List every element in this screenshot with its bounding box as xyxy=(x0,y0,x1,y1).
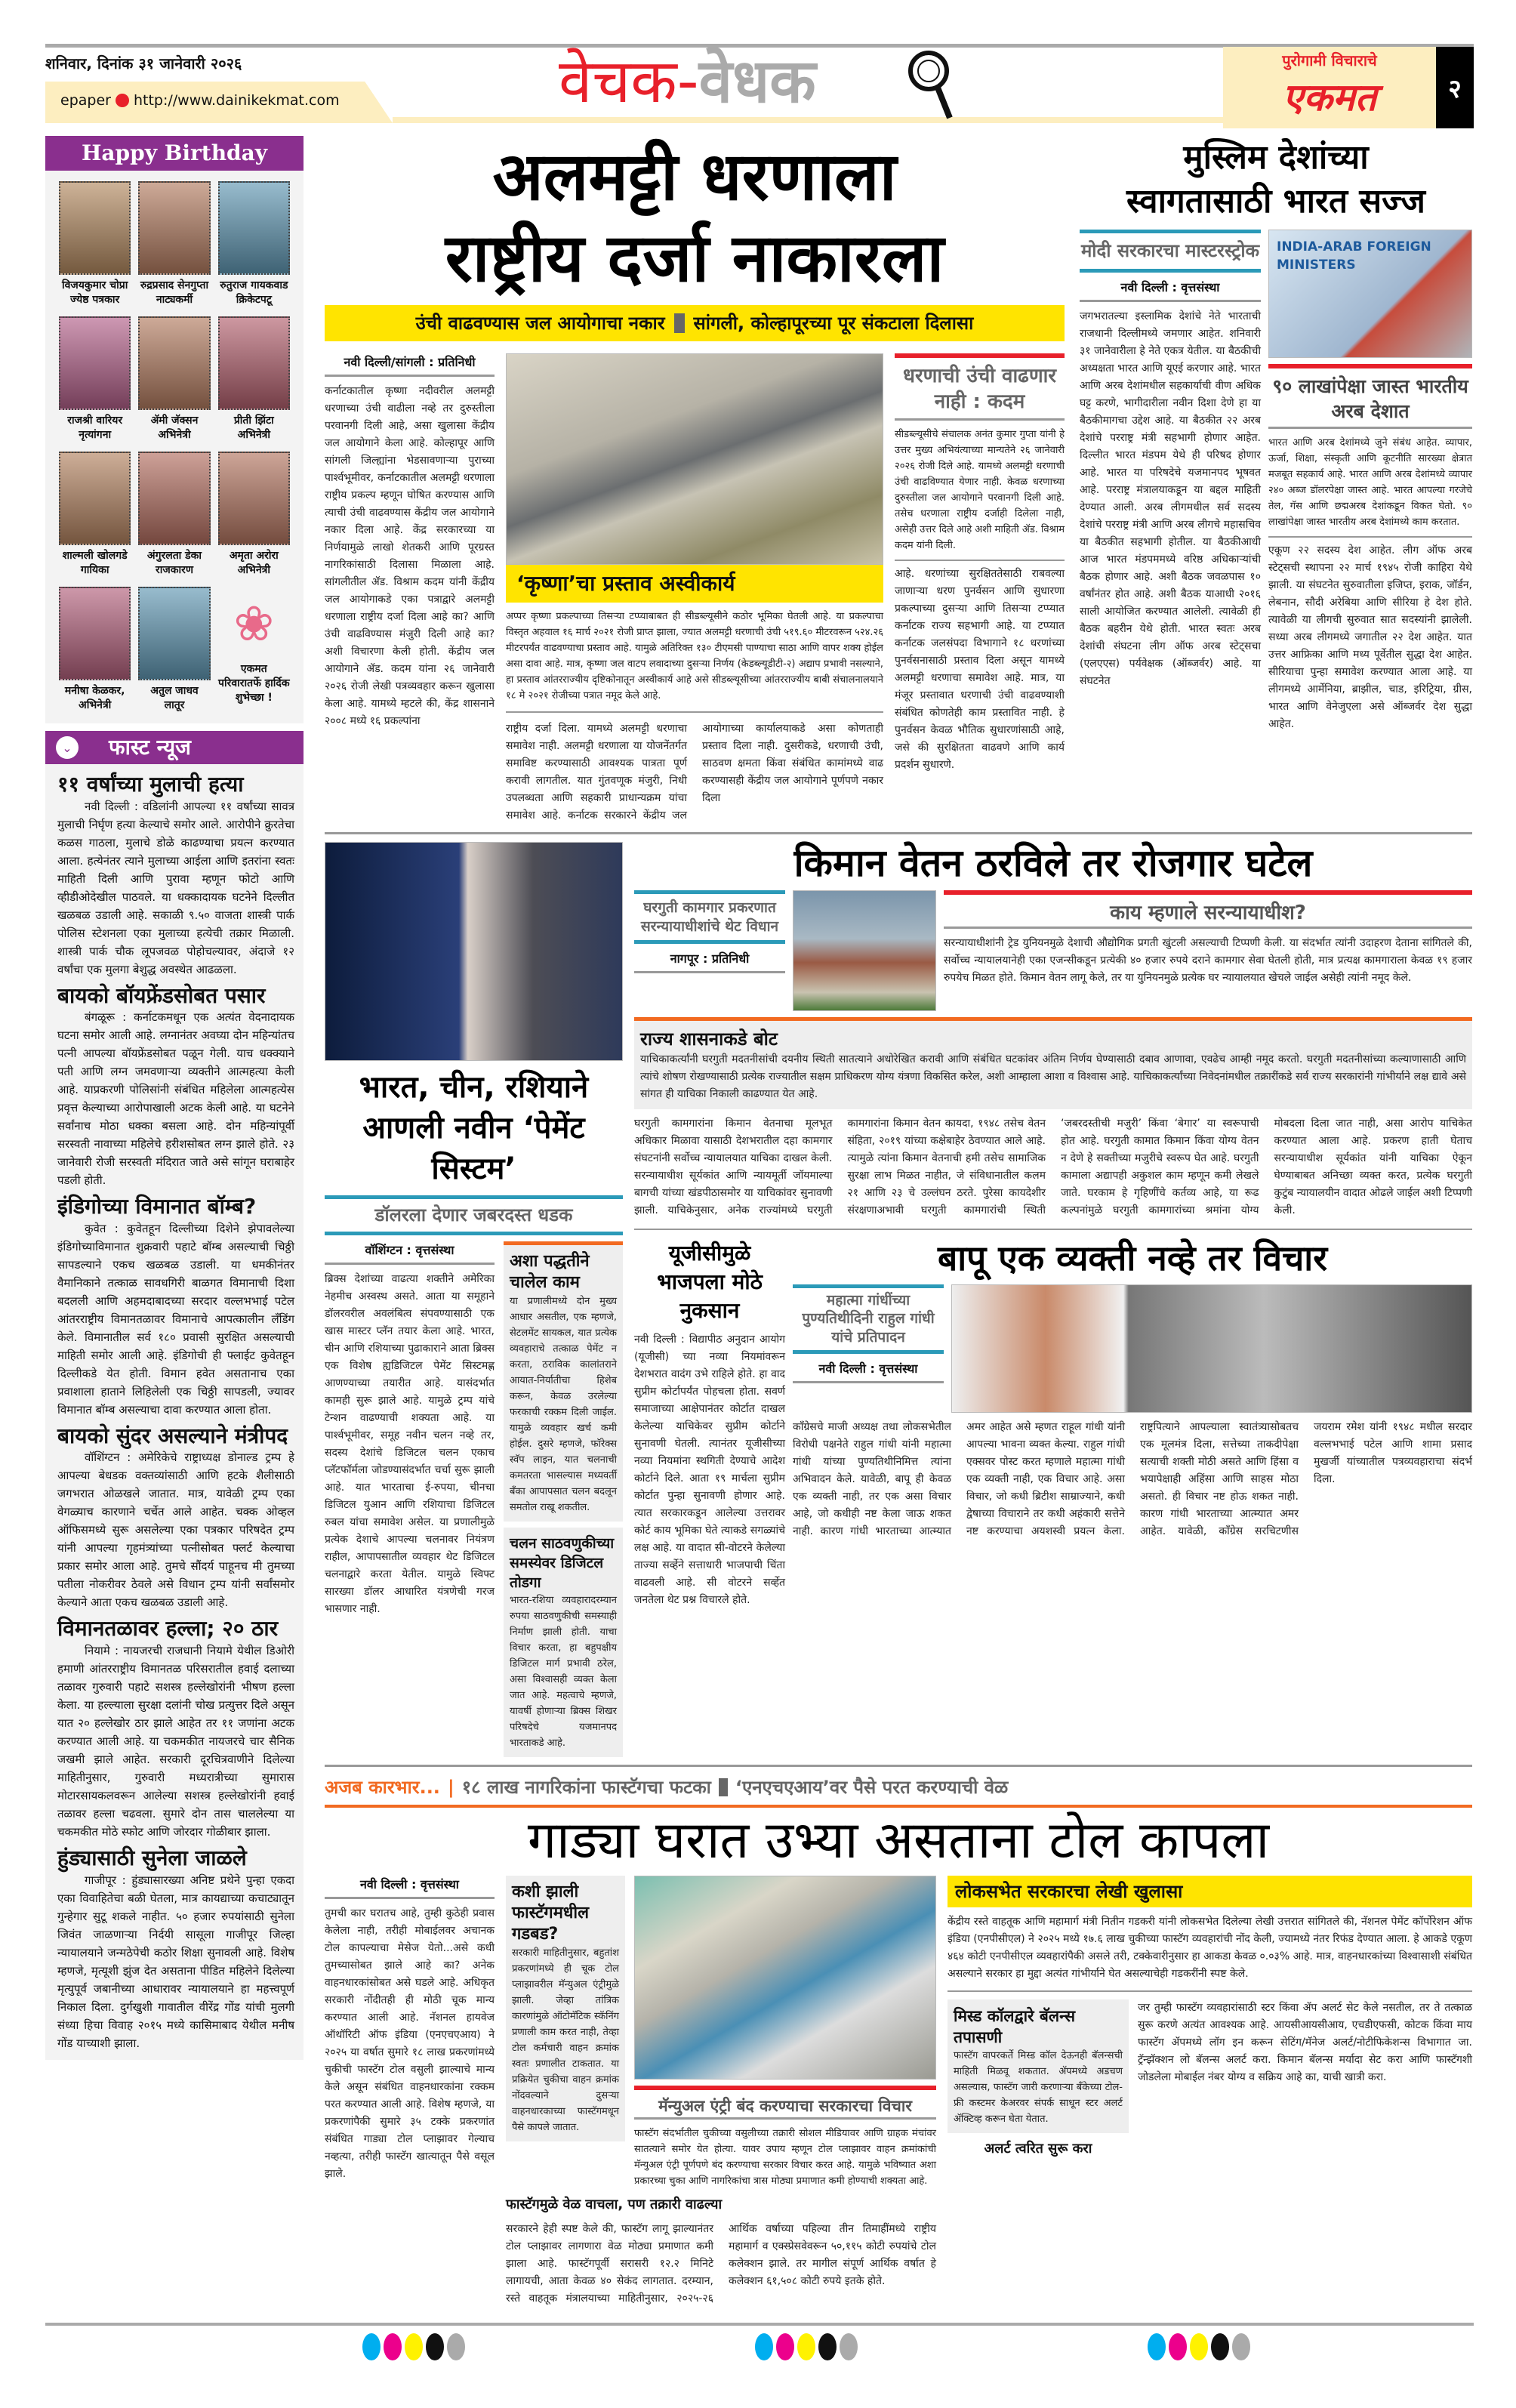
red-bar xyxy=(634,2086,936,2090)
person-role: अभिनेत्री xyxy=(158,429,191,441)
bapu-story xyxy=(793,1239,1472,1540)
person-name: अंगुरलता डेका xyxy=(146,550,202,562)
strap-label: अजब कारभार... xyxy=(325,1777,440,1799)
arab-col2 xyxy=(1268,230,1472,733)
cj-box xyxy=(944,890,1472,987)
time-saved-text: सरकारने हेही स्पष्ट केले की, फास्टॅग लागू झाल्यानंतर टोल प्लाझावर लागणारा वेळ मोठ्या प्रमाणात कमी झाला आहे. फास्टॅगपूर्वी सरासरी १२.२ मिनिटे लागायची, आता केवळ ४० सेकंद लागतात. दरम्यान, रस्ते वाहतूक मंत्रालयाच्या माहितीनुसार, २०२५-२६ आर्थिक वर्षाच्या पहिल्या तीन तिमाहींमध्ये राष्ट्रीय महामार्ग व एक्स्प्रेसवेवरून ५०,११५ कोटी रुपयांचे टोल कलेक्शन झाले. तर मागील संपूर्ण आर्थिक वर्षात हे कलेक्शन ६१,५०८ कोटी रुपये इतके होते. xyxy=(506,2222,936,2305)
almatti-col3 xyxy=(895,353,1065,774)
fastag-box xyxy=(506,1876,625,2141)
wish-text: एकमत परिवारातर्फे हार्दिक शुभेच्छा ! xyxy=(218,663,290,704)
birthday-person xyxy=(59,316,131,442)
toll-body: तुमची कार घरातच आहे, तुम्ही कुठेही प्रवास केलेला नाही, तरीही मोबाईलवर अचानक टोल कापल्याचा मेसेज येतो...असे कधी तुमच्यासोबत झाले आहे का? अनेक वाहनधारकांसोबत असे घडले आहे. अधिकृत सरकारी नोंदीतही ही मोठी चूक मान्य करण्यात आली आहे. नॅशनल हायवेज ऑथॉरिटी ऑफ इंडिया (एनएचएआय) ने २०२५ या वर्षात सुमारे १८ लाख प्रकरणांमध्ये चुकीची फास्टॅग टोल वसुली झाल्याचे मान्य केले असून संबंधित वाहनधारकांना रक्कम परत करण्यात आली आहे. विशेष म्हणजे, या प्रकरणांपैकी सुमारे ३५ टक्के प्रकरणांत संबंधित गाड्या टोल प्लाझावर गेल्याच नव्हत्या, तरीही फास्टॅग खात्यातून पैसे वसूल झाले. xyxy=(325,1907,495,2181)
lead-body-continued: राष्ट्रीय दर्जा दिला. यामध्ये अलमट्टी धरणाचा समावेश नाही. अलमट्टी धरणाला या योजनेंतर्गत समाविष्ट करण्यासाठी आवश्यक पात्रता पूर्ण करावी लागतील. यात गुंतवणूक मंजुरी, निधी उपलब्धता आणि सहकारी प्राधान्यक्रम यांचा समावेश आहे. कर्नाटक सरकारने केंद्रीय जल आयोगाच्या कार्यालयाकडे असा कोणताही प्रस्ताव दिला नाही. दुसरीकडे, धरणाची उंची, साठवण क्षमता किंवा संबंधित कामांमध्ये वाढ करण्यासही केंद्रीय जल आयोगाने पूर्णपणे नकार दिला xyxy=(506,723,883,822)
ugc-story xyxy=(634,1239,785,1609)
fast-news-headline: इंडिगोच्या विमानात बॉम्ब? xyxy=(57,1194,257,1219)
birthday-person xyxy=(59,452,131,578)
divider xyxy=(506,711,883,713)
payment-headline: भारत, चीन, रशियाने आणली नवीन ‘पेमेंट सिस्टम’ xyxy=(359,1070,589,1186)
arab-body: जगभरातल्या इस्लामिक देशांचे नेते भारताची राजधानी दिल्लीमध्ये जमणार आहेत. शनिवारी ३१ जानेवारीला हे नेते एकत्र येतील. या बैठकीची अध्यक्षता भारत आणि यूएई करणार आहे. भारत आणि अरब देशांमधील सहकार्याची वीण अधिक घट्ट करणे, भागीदारीला नवीन दिशा देणे हा या बैठकीमागचा उद्देश आहे. या बैठकीत २२ अरब देशांचे परराष्ट्र मंत्री सहभागी होणार आहेत. दिल्लीत भारत मंडपम येथे ही परिषद होणार आहे. भारत या परिषदेचे यजमानपद भूषवत आहे. परराष्ट्र मंत्रालयाकडून या बद्दल माहिती देण्यात आली. अरब लीगमधील सर्व सदस्य देशांचे परराष्ट्र मंत्री आणि अरब लीगचे महासचिव या बैठकीत सहभागी होतील. या बैठकीआधी आज भारत मंडपममध्ये वरिष्ठ अधिकाऱ्यांची बैठक होणार आहे. अशी बैठक जवळपास १० वर्षांनंतर होत आहे. अशी बैठक याआधी २०१६ साली आयोजित करण्यात आलेली. त्यावेळी ही बैठक बहरीन येथे होती. भारत स्वतः अरब देशांची संघटना लीग ऑफ अरब स्टेट्सचा (एलएएस) पर्यवेक्षक (ऑब्जर्वर) आहे. या संघटनेत xyxy=(1080,310,1261,688)
state-box xyxy=(634,1017,1472,1109)
color-bar xyxy=(362,2333,468,2363)
kadam-box-title: धरणाची उंची वाढणार नाही : कदम xyxy=(895,364,1065,421)
person-name: शाल्मली खोलगडे xyxy=(62,550,128,562)
fast-news-headline: ११ वर्षांच्या मुलाची हत्या xyxy=(57,772,244,797)
birthday-grid xyxy=(45,171,304,723)
birthday-person xyxy=(59,587,131,713)
strap-separator: | xyxy=(447,1777,454,1799)
payment-box1-text: या प्रणालीमध्ये दोन मुख्य आधार असतील, एक म्हणजे, सेटलमेंट सायकल, यात प्रत्येक व्यवहाराचे तत्काळ पेमेंट न करता, ठराविक कालांतराने आयात-निर्यातीचा हिशेब करून, केवळ उरलेल्या फरकाची रक्कम दिली जाईल. यामुळे व्यवहार खर्च कमी होईल. दुसरे म्हणजे, फॉरेक्स स्वॅप लाइन, यात चलनाची कमतरता भासल्यास मध्यवर्ती बँका आपापसात चलन बदलून समतोल राखू शकतील. xyxy=(510,1296,617,1514)
almatti-story xyxy=(325,136,1065,825)
lead-headline-line2: राष्ट्रीय दर्जा नाकारला xyxy=(445,219,944,297)
registration-dot xyxy=(776,2333,794,2360)
arab-dateline: नवी दिल्ली : वृत्तसंस्था xyxy=(1080,279,1261,302)
person-role: ज्येष्ठ पत्रकार xyxy=(70,294,120,306)
person-role: नृत्यांगना xyxy=(79,429,112,441)
cj-box-title: काय म्हणाले सरन्यायाधीश? xyxy=(944,901,1472,929)
almatti-col2 xyxy=(506,353,883,825)
red-bar xyxy=(1268,364,1472,368)
section-divider xyxy=(325,1765,1472,1767)
manual-entry-text: फास्टॅग संदर्भातील चुकीच्या वसुलीच्या तक्रारी सोशल मीडियावर आणि ग्राहक मंचांवर सातत्याने समोर येत होत्या. यावर उपाय म्हणून टोल प्लाझावर वाहन क्रमांकांची मॅन्युअल एंट्री पूर्णपणे बंद करण्याचा सरकार विचार करत आहे. यामुळे भविष्यात अशा प्रकारच्या चुका आणि नागरिकांचा त्रास मोठ्या प्रमाणात कमी होण्याची शक्यता आहे. xyxy=(634,2127,936,2187)
bapu-body: काँग्रेसचे माजी अध्यक्ष तथा लोकसभेतील विरोधी पक्षनेते राहुल गांधी यांनी महात्मा गांधी यांच्या पुण्यतिथीनिमित्त त्यांना अभिवादन केले. यावेळी, बापू ही केवळ एक व्यक्ती नाही, तर एक असा विचार आहे, जो कधीही नष्ट केला जाऊ शकत नाही. कारण गांधी भारताच्या आत्म्यात अमर आहेत असे म्हणत राहूल गांधी यांनी आपल्या भावना व्यक्त केल्या. राहुल गांधी एक्सवर पोस्ट करत म्हणाले महात्मा गांधी एक व्यक्ती नाही, एक विचार आहे. असा विचार, जो कधी ब्रिटीश साम्राज्याने, कधी द्वेषाच्या विचाराने तर कधी अहंकारी सत्तेने नष्ट करण्याचा अयशस्वी प्रयत्न केला. राष्ट्रपित्याने आपल्याला स्वातंत्र्यासोबतच एक मूलमंत्र दिला, सत्तेच्या ताकदीपेक्षा सत्याची शक्ती मोठी असते आणि हिंसा व भयापेक्षाही अहिंसा आणि साहस मोठा असतो. ही विचार नष्ट होऊ शकत नाही. कारण गांधी भारताच्या आत्म्यात अमर आहेत. यावेळी, काँग्रेस सरचिटणीस जयराम रमेश यांनी १९४८ मधील सरदार वल्लभभाई पटेल आणि शामा प्रसाद मुखर्जी यांच्यातील पत्रव्यवहाराचा संदर्भ दिला. xyxy=(793,1420,1472,1537)
person-photo xyxy=(59,316,131,410)
indians-body: एकूण २२ सदस्य देश आहेत. लीग ऑफ अरब स्टेट्सची स्थापना २२ मार्च १९४५ रोजी काहिरा येथे झाली. या संघटनेत सुरुवातीला इजिप्त, इराक, जॉर्डन, लेबनान, सौदी अरेबिया आणि सीरिया हे देश होते. त्यावेळी या लीगची सुरुवात सात सदस्यांनी झालेली. सध्या अरब लीगमध्ये जगातील २२ देश आहेत. यात उत्तर आफ्रिका आणि मध्य पूर्वेतील सुद्धा देश आहेत. सीरियाचा पुन्हा समावेश करण्यात आला आहे. या लीगमध्ये आर्मेनिया, ब्राझील, चाड, इरिट्रिया, ग्रीस, भारत आणि वेनेजुएला असे ऑब्जर्वर देश सुद्धा आहेत. xyxy=(1268,536,1472,733)
epaper-url[interactable]: http://www.dainikekmat.com xyxy=(133,92,340,109)
cj-box-text: सरन्यायाधीशांनी ट्रेड युनियनमुळे देशाची औद्योगिक प्रगती खुंटली असल्याची टिप्पणी केली. या संदर्भात त्यांनी उदाहरण देताना सांगितले की, सर्वोच्च न्यायालयानेही एका एजन्सीकडून प्रत्येकी ४० हजार रुपये दराने कामगार सेवा घेतली होती, मात्र प्रत्यक्ष कामगाराला केवळ १९ हजार रुपयेच मिळत होते. किमान वेतन लागू केले, तर या युनियनमुळे प्रत्येक घर न्यायालयात खेचले जाईल असेही त्यांनी नमूद केले. xyxy=(944,936,1472,984)
missed-call-text: फास्टॅग वापरकर्ते मिस्ड कॉल देऊनही बॅलन्सची माहिती मिळवू शकतात. ॲपमध्ये अडचण असल्यास, फास्टॅग जारी करणाऱ्या बँकेच्या टोल-फ्री कस्टमर केअरवर संपर्क साधून स्टर अलर्ट ॲक्टिव्ह करून घेता येतात. xyxy=(954,2050,1123,2126)
alert-text: जर तुम्ही फास्टॅग व्यवहारांसाठी स्टर किंवा ॲप अलर्ट सेट केले नसतील, तर ते तत्काळ सुरू करणे अत्यंत आवश्यक आहे. आयसीआयसीआय, एचडीएफसी, कोटक किंवा माय फास्टॅग ॲपमध्ये लॉग इन करून सेटिंग/मॅनेज अलर्ट/नोटीफिकेशन्स विभागात जा. ट्रॅन्झॅक्शन लो बॅलन्स अलर्ट करा. किमान बॅलन्स मर्यादा सेट करा आणि फास्टॅगशी जोडलेला मोबाईल नंबर योग्य व सक्रिय आहे का, याची खात्री करा. xyxy=(1138,2002,1472,2084)
fast-news-header xyxy=(45,731,304,764)
birthday-person xyxy=(59,181,131,307)
arab-col1 xyxy=(1080,230,1261,690)
page-footer xyxy=(45,2323,1474,2368)
person-photo xyxy=(218,452,290,545)
fast-news-item xyxy=(57,1423,294,1612)
photo-banner-text: INDIA-ARAB FOREIGN MINISTERS xyxy=(1277,239,1431,273)
indians-box-text: भारत आणि अरब देशांमध्ये जुने संबंध आहेत. व्यापार, ऊर्जा, शिक्षा, संस्कृती आणि कूटनीति सारख्या क्षेत्रात मजबूत सहकार्य आहे. भारत आणि अरब देशांमध्ये व्यापार २४० अब्ज डॉलरपेक्षा जास्त आहे. भारत आपल्या गरजेचे तेल, गॅस आणि छद्मअरब देशांकडून विकत घेतो. ९० लाखांपेक्षा जास्त भारतीय अरब देशांमध्ये काम करतात. xyxy=(1268,437,1472,528)
toll-middle xyxy=(506,1876,936,2307)
arab-headline-line1: मुस्लिम देशांच्या xyxy=(1183,138,1369,177)
almatti-col1 xyxy=(325,353,495,730)
person-name: ॲमी जॅक्सन xyxy=(150,415,199,427)
registration-dot xyxy=(1190,2333,1208,2360)
person-name: विजयकुमार चोप्रा xyxy=(61,279,128,291)
toll-col4 xyxy=(948,1876,1472,2159)
person-role: अभिनेत्री xyxy=(237,564,270,576)
state-box-text: याचिकाकर्त्यांनी घरगुती मदतनीसांची दयनीय स्थिती सातत्याने अधोरेखित करावी आणि संबंधित घटकांवर अंतिम निर्णय घेण्यासाठी दबाव आणावा, एवढेच आम्ही नमूद करतो. घरगुती मदतनीसांच्या कल्याणासाठी आणि त्यांचे शोषण रोखण्यासाठी प्रत्येक राज्यातील सक्षम प्राधिकरण योग्य यंत्रणा विकसित करेल, अशी आम्हाला आशा व विश्वास आहे. याचिकाकर्त्यांच्या निवेदनांमधील तक्रारींकडे सर्व राज्य सरकारांनी गांभीर्याने लक्ष द्यावे असे सांगत ही याचिका निकाली काढण्यात येत आहे. xyxy=(640,1053,1466,1100)
top-section xyxy=(325,136,1472,825)
fast-news-text: कुवेत : कुवेतहून दिल्लीच्या दिशेने झेपावलेल्या इंडिगोच्याविमानात शुक्रवारी पहाटे बॉम्ब असल्याची चिठ्ठी सापडल्याने एकच खळबळ उडाली. या धमकीनंतर वैमानिकाने तत्काळ सावधगिरी बाळगत विमानाची दिशा बदलली आणि अहमदाबादच्या सरदार वल्लभभाई पटेल आंतरराष्ट्रीय विमानतळावर विमानाचे आपत्कालीन लॅंडिंग केले. विमानातील सर्व १८० प्रवासी सुरक्षित असल्याची माहिती समोर आली आहे. इंडिगोची ही फ्लाईट कुवेतहून दिल्लीकडे येत होती. विमान हवेत असतानाच एका प्रवाशाला हाताने लिहिलेली एक चिठ्ठी सापडली, ज्यावर विमानात बॉम्ब असल्याचा दावा करण्यात आला होता. xyxy=(57,1221,294,1417)
color-bar xyxy=(1148,2333,1253,2363)
fast-news-list xyxy=(45,764,304,2052)
fast-news-headline: हुंड्यासाठी सुनेला जाळले xyxy=(57,1845,247,1870)
person-name: प्रीती झिंटा xyxy=(233,415,274,427)
birthday-person xyxy=(138,452,210,578)
krishna-box-title: ‘कृष्णा’चा प्रस्ताव अस्वीकार्य xyxy=(506,565,883,603)
ugc-bapu-row xyxy=(634,1239,1472,1609)
lok-sabha-text: केंद्रीय रस्ते वाहतूक आणि महामार्ग मंत्री नितीन गडकरी यांनी लोकसभेत दिलेल्या लेखी उत्तरात सांगितले की, नॅशनल पेमेंट कॉर्पोरेशन ऑफ इंडिया (एनपीसीएल) ने २०२५ मध्ये १७.६ लाख चुकीच्या फास्टॅग व्यवहारांची नोंद केली, ज्यामध्ये नंतर रिफंड देण्यात आला. हे आकडे एकूण ४६४ कोटी एनपीसीएल व्यवहारांपैकी असले तरी, टक्केवारीनुसार हा आकडा केवळ ०.०३% आहे. मात्र, वाहनधारकांच्या विश्वासाशी संबंधित असल्याने सरकार हा मुद्दा अत्यंत गांभीर्याने घेत असल्याचेही गडकरींनी स्पष्ट केले. xyxy=(948,1916,1472,1981)
registration-dot xyxy=(426,2333,444,2360)
divider xyxy=(634,1229,1472,1230)
fast-news-headline: विमानतळावर हल्ला; २० ठार xyxy=(57,1616,279,1642)
alert-title: अलर्ट त्वरित सुरू करा xyxy=(984,2141,1092,2157)
chevron-down-icon: ⌄ xyxy=(56,736,79,759)
fast-news-text: नियामे : नायजरची राजधानी नियामे येथील डिओरी हमाणी आंतरराष्ट्रीय विमानतळ परिसरातील हवाई दलाच्या तळावर गुरुवारी पहाटे सशस्त्र हल्लेखोरांनी भीषण हल्ला केला. या हल्ल्याला सुरक्षा दलांनी चोख प्रत्युत्तर दिले असून यात २० हल्लेखोर ठार झाले आहेत तर ११ जणांना अटक करण्यात आली आहे. या चकमकीत नायजरचे चार सैनिक जखमी झाले आहेत. सरकारी दूरचित्रवाणीने दिलेल्या माहितीनुसार, गुरुवारी मध्यरात्रीच्या सुमारास मोटारसायकलवरून आलेल्या सशस्त्र हल्लेखोरांनी हवाई तळावर हल्ला चढवला. सुमारे दोन तास चाललेल्या या चकमकीत मोठे स्फोट आणि जोरदार गोळीबार झाला. xyxy=(57,1643,294,1839)
state-box-title: राज्य शासनाकडे बोट xyxy=(640,1028,778,1050)
person-role: गायिका xyxy=(80,564,109,576)
lead-dateline: नवी दिल्ली/सांगली : प्रतिनिधी xyxy=(325,353,495,377)
lok-sabha-title: लोकसभेत सरकारचा लेखी खुलासा xyxy=(948,1876,1472,1907)
masthead-box xyxy=(1223,47,1436,128)
person-name: राजश्री वारियर xyxy=(67,415,123,427)
registration-dot xyxy=(840,2333,858,2360)
time-saved-title: फास्टॅगमुळे वेळ वाचला, पण तक्रारी वाढल्या xyxy=(506,2196,723,2212)
toll-plaza-photo xyxy=(634,1876,936,2080)
arab-headline xyxy=(1080,136,1472,224)
fast-news-title: फास्ट न्यूज xyxy=(109,735,191,760)
payment-dateline: वॉशिंग्टन : वृत्तसंस्था xyxy=(325,1241,495,1265)
strap-left: उंची वाढवण्यास जल आयोगाचा नकार xyxy=(415,313,665,334)
square-bullet-icon xyxy=(719,1778,728,1796)
indians-box-title: ९० लाखांपेक्षा जास्त भारतीय अरब देशात xyxy=(1268,375,1472,429)
epaper-icon xyxy=(116,94,129,107)
almatti-columns xyxy=(325,353,1065,825)
missed-call-box xyxy=(948,1999,1129,2133)
person-photo xyxy=(59,587,131,680)
strap-right: सांगली, कोल्हापूरच्या पूर संकटाला दिलासा xyxy=(693,313,974,334)
person-photo xyxy=(138,316,210,410)
ugc-body: नवी दिल्ली : विद्यापीठ अनुदान आयोग (यूजीसी) च्या नव्या नियमांवरून देशभरात वादंग उभे राहिले होते. हा वाद सुप्रीम कोर्टापर्यंत पोहचला होता. सवर्ण समाजाच्या आक्षेपानंतर कोर्टात दाखल केलेल्या याचिकेवर सुप्रीम कोर्टाने सुनावणी घेतली. त्यानंतर यूजीसीच्या नव्या नियमांना स्थगिती देण्याचे आदेश कोर्टाने दिले. आता १९ मार्चला सुप्रीम कोर्टात पुन्हा सुनावणी होणार आहे. त्यात सरकारकडून आलेल्या उत्तरावर कोर्ट काय भूमिका घेते त्याकडे सगळ्यांचे लक्ष आहे. या वादात सी-वोटरने केलेल्या ताज्या सर्व्हेने सत्ताधारी भाजपाची चिंता वाढवली आहे. सी वोटरने सर्व्हेत जनतेला थेट प्रश्न विचारले होते. xyxy=(634,1333,785,1606)
arab-columns xyxy=(1080,230,1472,733)
payment-box2-title: चलन साठवणुकीच्या समस्येवर डिजिटल तोडगा xyxy=(510,1535,615,1592)
missed-call-title: मिस्ड कॉलद्वारे बॅलन्स तपासणी xyxy=(954,2007,1076,2047)
fast-news-item xyxy=(57,983,294,1190)
leaders-photo xyxy=(325,842,623,1061)
toll-col4-row xyxy=(948,1999,1472,2159)
krishna-box-text: अप्पर कृष्णा प्रकल्पाच्या तिसऱ्या टप्प्याबाबत ही सीडब्ल्यूसीने कठोर भूमिका घेतली आहे. या प्रकल्पाचा विस्तृत अहवाल १६ मार्च २०२१ रोजी प्राप्त झाला, ज्यात अलमट्टी धरणाची उंची ५१९.६० मीटरवरून ५२४.२६ मीटरपर्यंत वाढवण्याचा प्रस्ताव आहे. यामुळे अतिरिक्त १३० टीएमसी पाण्याचा साठा आणि वापर शक्य होईल असा दावा आहे. मात्र, कृष्णा जल वाटप लवादाच्या दुसऱ्या निर्णय (केडब्ल्यूडीटी-२) अद्याप प्रभावी नसल्याने, हा प्रस्ताव आंतरराज्यीय दृष्टिकोनातून अस्वीकार्य आहे असे सीडब्ल्यूसीच्या आंतरराज्यीय बाबी संचालनालयाने १८ मे २०२१ रोजीच्या पत्रात नमूद केले आहे. xyxy=(506,611,883,701)
lead-headline xyxy=(325,136,1065,299)
strap-text1: १८ लाख नागरिकांना फास्टॅगचा फटका xyxy=(461,1777,711,1799)
header-cream-strip xyxy=(393,117,1223,123)
wage-top-row xyxy=(634,890,1472,1011)
bapu-headline: बापू एक व्यक्ती नव्हे तर विचार xyxy=(937,1238,1328,1278)
birthday-panel xyxy=(45,136,304,723)
arab-summit-photo xyxy=(1268,230,1472,358)
person-photo xyxy=(218,181,290,275)
person-role: अभिनेत्री xyxy=(79,699,112,711)
person-role: अभिनेत्री xyxy=(237,429,270,441)
bapu-subhead-col xyxy=(793,1284,944,1383)
color-bar xyxy=(755,2333,861,2363)
person-role: लातूर xyxy=(164,699,185,711)
toll-strap xyxy=(325,1774,1472,1800)
bapu-top-row xyxy=(793,1284,1472,1413)
red-bar xyxy=(944,890,1472,895)
arab-headline-line2: स्वागतासाठी भारत सज्ज xyxy=(1126,182,1425,220)
person-role: राजकारण xyxy=(156,564,193,576)
birthday-person xyxy=(218,452,290,578)
dam-photo xyxy=(506,353,883,565)
registration-dot xyxy=(1169,2333,1187,2360)
lead-strap xyxy=(325,305,1065,341)
arab-story xyxy=(1080,136,1472,733)
payment-box1-title: अशा पद्धतीने चालेल काम xyxy=(510,1252,590,1293)
registration-dot xyxy=(1232,2333,1250,2360)
lead-body: कर्नाटकातील कृष्णा नदीवरील अलमट्टी धरणाच्या उंची वाढीला नव्हे तर दुरुस्तीला परवानगी दिली आहे, असा खुलासा केंद्रीय जल आयोगाने केला आहे. कोल्हापूर आणि सांगली जिल्ह्यांना भेडसावणाऱ्या पुराच्या पार्श्वभूमीवर, कर्नाटकातील अलमट्टी धरणाला राष्ट्रीय प्रकल्प म्हणून घोषित करण्यास आणि त्याची उंची वाढवण्यास केंद्रीय जल आयोगाने नकार दिला आहे. केंद्र सरकारच्या या निर्णयामुळे लाखो शेतकरी आणि पूरग्रस्त नागरिकांसाठी दिलासा मिळाला आहे. सांगलीतील ॲड. विश्राम कदम यांनी केंद्रीय जल आयोगाकडे एका पत्राद्वारे अलमट्टी धरणाला राष्ट्रीय दर्जा दिला आहे का? आणि उंची वाढविण्यास मंजुरी दिली आहे का? अशी विचारणा केली होती. केंद्रीय जल आयोगाने ॲड. कदम यांना २६ जानेवारी २०२६ रोजी लेखी पत्रव्यवहार करून खुलासा केला आहे. यामध्ये म्हटले की, केंद्र शासनाने २००८ मध्ये १६ प्रकल्पांना xyxy=(325,385,495,727)
epaper-link[interactable] xyxy=(60,92,340,109)
registration-dot xyxy=(818,2333,837,2360)
wage-body: घरगुती कामगारांना किमान वेतनाचा मूलभूत अधिकार मिळावा यासाठी देशभरातील दहा कामगार संघटनांनी सर्वोच्च न्यायालयात याचिका दाखल केली. सरन्यायाधीश सूर्यकांत आणि न्यायमूर्ती जॉयमाल्या बागची यांच्या खंडपीठासमोर या याचिकांवर सुनावणी झाली. याचिकेनुसार, अनेक राज्यांमध्ये घरगुती कामगारांना किमान वेतन कायदा, १९४८ तसेच वेतन संहिता, २०१९ यांच्या कक्षेबाहेर ठेवण्यात आले आहे. त्यामुळे त्यांना किमान वेतनाची हमी तसेच सामाजिक सुरक्षा लाभ मिळत नाहीत, जे संविधानातील कलम २१ आणि २३ चे उल्लंघन ठरते. पुरेसा कायदेशीर संरक्षणाअभावी घरगुती कामगारांची स्थिती ‘जबरदस्तीची मजुरी’ किंवा ‘बेगार’ या स्वरूपाची होत आहे. घरगुती कामात किमान किंवा योग्य वेतन न देणे हे सक्तीच्या मजुरीचे स्वरूप घेत आहे. घरगुती कामाला अद्यापही अकुशल काम म्हणून कमी लेखले जाते. घरकाम हे गृहिणींचे कर्तव्य आहे, या रूढ कल्पनांमुळे घरगुती कामगारांच्या श्रमांना योग्य मोबदला दिला जात नाही, असा आरोप याचिकेत करण्यात आला आहे. प्रकरण हाती घेताच सरन्यायाधीश सूर्यकांत यांनी याचिका ऐकून घेण्याबाबत अनिच्छा व्यक्त करत, प्रत्येक घरगुती कुटुंब न्यायालयीन वादात ओढले जाईल अशी टिप्पणी केली. xyxy=(634,1118,1472,1216)
birthday-person xyxy=(138,587,210,713)
section-title-part1: वेचक- xyxy=(559,46,699,116)
person-photo xyxy=(59,181,131,275)
paper-tagline: पुरोगामी विचाराचे xyxy=(1282,51,1377,69)
registration-dot xyxy=(447,2333,465,2360)
person-role: नाट्यकर्मी xyxy=(156,294,193,306)
registration-dot xyxy=(1211,2333,1229,2360)
strap-text2: ‘एनएचएआय’वर पैसे परत करण्याची वेळ xyxy=(735,1777,1009,1799)
middle-section xyxy=(325,842,1472,1757)
fast-news-item xyxy=(57,1845,294,2052)
square-bullet-icon xyxy=(674,313,685,333)
registration-dot xyxy=(384,2333,402,2360)
fast-news-panel xyxy=(45,731,304,2060)
birthday-title: Happy Birthday xyxy=(45,136,304,171)
registration-marks xyxy=(45,2333,1474,2366)
registration-dot xyxy=(1148,2333,1166,2360)
birthday-person xyxy=(138,181,210,307)
epaper-label: epaper xyxy=(60,92,111,109)
payment-body: ब्रिक्स देशांच्या वाढत्या शक्तीने अमेरिका नेहमीच अस्वस्थ असते. आता या समूहाने डॉलरवरील अवलंबित्व संपवण्यासाठी एक खास मास्टर प्लॅन तयार केला आहे. भारत, चीन आणि रशियाच्या पुढाकाराने आता ब्रिक्स एक विशेष ह्यडिजिटल पेमेंट सिस्टमह्ण आणण्याच्या तयारीत आहे. यासंदर्भात कामही सुरू झाले आहे. यामुळे ट्रम्प यांचे टेन्शन वाढण्याची शक्यता आहे. या पार्श्वभूमीवर, समूह नवीन चलन नव्हे तर, सदस्य देशांचे डिजिटल चलन एकाच प्लॅटफॉर्मला जोडण्यासंदर्भात चर्चा सुरू झाली आहे. यात भारताचा ई-रुपया, चीनचा डिजिटल युआन आणि रशियाचा डिजिटल रुबल यांचा समावेश असेल. या प्रणालीमुळे प्रत्येक देशाचे आपल्या चलनावर नियंत्रण राहील, आपापसातील व्यवहार थेट डिजिटल चलनाद्वारे करता येतील. यामुळे स्विफ्ट सारख्या डॉलर आधारित यंत्रणेची गरज भासणार नाही. xyxy=(325,1273,495,1616)
person-photo xyxy=(138,181,210,275)
payment-box1 xyxy=(504,1241,623,1522)
fast-news-headline: बायको बॉयफ्रेंडसोबत पसार xyxy=(57,982,266,1008)
person-name: अमृता अरोरा xyxy=(229,550,279,562)
lead-headline-line1: अलमट्टी धरणाला xyxy=(492,137,897,215)
toll-dateline: नवी दिल्ली : वृत्तसंस्था xyxy=(325,1876,495,1899)
wage-bapu-area xyxy=(634,842,1472,1609)
manual-entry-title: मॅन्युअल एंट्री बंद करण्याचा सरकारचा विचार xyxy=(634,2096,936,2119)
red-bar xyxy=(895,353,1065,358)
fast-news-item xyxy=(57,772,294,979)
registration-dot xyxy=(405,2333,423,2360)
wage-subhead-col xyxy=(634,890,785,973)
bouquet-icon: ❀ xyxy=(233,597,275,652)
payment-story xyxy=(325,842,623,1757)
fast-news-text: बंगळूरू : कर्नाटकमधून एक अत्यंत वेदनादायक घटना समोर आली आहे. लग्नानंतर अवघ्या दोन महिन्यांतच पत्नी आपल्या बॉयफ्रेंडसोबत पळून गेली. याच धक्क्याने पती आणि लग्न जमवणाऱ्या व्यक्तीने आत्महत्या केली आहे. याप्रकरणी पोलिसांनी संबंधित महिलेला आत्महत्येस प्रवृत्त केल्याच्या आरोपाखाली अटक केली आहे. या घटनेने सर्वांनाच मोठा धक्का बसला आहे. दोन महिन्यांपूर्वी सरस्वती नावाच्या महिलेचे हरीशसोबत लग्न झाले होते. २३ जानेवारी रोजी सरस्वती मंदिरात जाते असे सांगून घराबाहेर पडली होती. xyxy=(57,1010,294,1188)
section-divider xyxy=(325,832,1472,834)
magnifier-icon xyxy=(906,45,959,121)
missed-call-col xyxy=(948,1999,1129,2159)
payment-col2 xyxy=(504,1241,623,1757)
person-name: अतुल जाधव xyxy=(150,685,199,697)
payment-box2-text: भारत-रशिया व्यवहारादरम्यान रुपया साठवणुकीची समस्याही निर्माण झाली होती. याचा विचार करता, हा बहुपक्षीय डिजिटल मार्ग प्रभावी ठरेल, असा विश्वासही व्यक्त केला जात आहे. महत्वाचे म्हणजे, यावर्षी होणाऱ्या ब्रिक्स शिखर परिषदेचे यजमानपद भारताकडे आहे. xyxy=(510,1595,617,1750)
arab-subhead: मोदी सरकारचा मास्टरस्ट्रोक xyxy=(1080,230,1261,273)
person-role: क्रिकेटपटू xyxy=(236,294,272,306)
kadam-box-text: सीडब्ल्यूसीचे संचालक अनंत कुमार गुप्ता यांनी हे उत्तर मुख्य अभियंत्याच्या मान्यतेने २६ जानेवारी २०२६ रोजी दिले आहे. यामध्ये अलमट्टी धरणाची उंची वाढविण्यात येणार नाही. केवळ धरणाच्या दुरुस्तीला जल आयोगाने परवानगी दिली आहे. तसेच धरणाला राष्ट्रीय दर्जाही दिलेला नाही, असेही उत्तर दिले आहे अशी माहिती ॲड. विश्राम कदम यांनी दिली. xyxy=(895,428,1065,551)
fastag-box-title: कशी झाली फास्टॅगमधील गडबड? xyxy=(512,1882,589,1944)
section-title xyxy=(559,47,816,116)
left-column xyxy=(45,136,304,2060)
registration-dot xyxy=(362,2333,381,2360)
person-photo xyxy=(218,316,290,410)
main-area xyxy=(325,136,1472,2308)
page-header xyxy=(0,0,1516,136)
paper-logo: एकमत xyxy=(1282,76,1377,119)
fastag-box-text: सरकारी माहितीनुसार, बहुतांश प्रकरणांमध्ये ही चूक टोल प्लाझावरील मॅन्युअल एंट्रीमुळे झाली. जेव्हा तांत्रिक कारणांमुळे ऑटोमॅटिक स्कॅनिंग प्रणाली काम करत नाही, तेव्हा टोल कर्मचारी वाहन क्रमांक स्वतः प्रणालीत टाकतात. या प्रक्रियेत चुकीचा वाहन क्रमांक नोंदवल्याने दुसऱ्या वाहनधारकाच्या फास्टॅगमधून पैसे कापले जातात. xyxy=(512,1947,619,2134)
toll-photo-col xyxy=(634,1876,936,2188)
bapu-dateline: नवी दिल्ली : वृत्तसंस्था xyxy=(793,1360,944,1383)
rahul-gandhi-photo xyxy=(951,1284,1472,1413)
birthday-person xyxy=(138,316,210,442)
registration-dot xyxy=(755,2333,773,2360)
issue-date: शनिवार, दिनांक ३१ जानेवारी २०२६ xyxy=(45,54,242,72)
footer-rule xyxy=(45,2323,1474,2326)
page-number: २ xyxy=(1436,47,1474,128)
person-name: रुद्रप्रसाद सेनगुप्ता xyxy=(140,279,209,291)
section-title-part2: वेधक xyxy=(698,46,816,116)
person-photo xyxy=(138,587,210,680)
ugc-headline: यूजीसीमुळे भाजपला मोठे नुकसान xyxy=(657,1241,763,1323)
page-body xyxy=(45,136,1472,2308)
fast-news-text: गाजीपूर : हुंड्यासारख्या अनिष्ट प्रथेने पुन्हा एकदा एका विवाहितेचा बळी घेतला, मात्र कायद्याच्या कचाट्यातून गुन्हेगार सुटू शकले नाहीत. ५० हजार रुपयांसाठी सुनेला जिवंत जाळणाऱ्या निर्दयी सासूला गाजीपूर जिल्हा न्यायालयाने जन्मठेपेची कठोर शिक्षा सुनावली आहे. विशेष म्हणजे, मृत्यूशी झुंज देत असताना पीडित महिलेने दिलेल्या मृत्युपूर्व जबानीच्या आधारावर न्यायालयाने हा महत्त्वपूर्ण निकाल दिला. दुर्गखुशी गावातील वीरेंद्र गोंड यांची मुलगी संध्या हिचा विवाह २०१५ मध्ये कासिमाबाद येथील मनीष गोंड याच्याशी झाला. xyxy=(57,1873,294,2050)
fast-news-item xyxy=(57,1616,294,1841)
birthday-wish xyxy=(218,587,290,713)
birthday-person xyxy=(218,316,290,442)
payment-columns xyxy=(325,1241,623,1757)
person-photo xyxy=(138,452,210,545)
registration-dot xyxy=(797,2333,815,2360)
divider xyxy=(948,1990,1472,1992)
wage-dateline: नागपूर : प्रतिनिधी xyxy=(634,950,785,973)
supreme-court-photo xyxy=(793,890,936,1011)
fast-news-text: वॉशिंग्टन : अमेरिकेचे राष्ट्राध्यक्ष डोनाल्ड ट्रम्प हे आपल्या बेधडक वक्तव्यांसाठी आणि हटके शैलीसाठी जगभरात ओळखले जातात. मात्र, यावेळी ट्रम्प एका वेगळ्याच कारणाने चर्चेत आले आहेत. चक्क ओव्हल ऑफिसमध्ये सुरू असलेल्या एका पत्रकार परिषदेत ट्रम्प यांनी आपल्या गृहमंत्र्यांच्या पत्नीसोबत फ्लर्ट केल्याचा प्रकार समोर आला आहे. तुमचे सौंदर्य पाहूनच मी तुमच्या पतीला नोकरीवर ठेवले असे विधान ट्रम्प यांनी सर्वांसमोर केल्याने आता एकच खळबळ उडाली आहे. xyxy=(57,1451,294,1610)
toll-col1 xyxy=(325,1876,495,2183)
fast-news-headline: बायको सुंदर असल्याने मंत्रीपद xyxy=(57,1423,288,1448)
toll-columns xyxy=(325,1876,1472,2307)
orange-rule xyxy=(325,1805,1472,1808)
fast-news-text: नवी दिल्ली : वडिलांनी आपल्या ११ वर्षांच्या सावत्र मुलाची निर्घृण हत्या केल्याचे समोर आले. आरोपीने क्रुरतेचा कळस गाठला, मुलाचे डोळे काढण्याचा प्रयत्न करण्यात आला. हत्येनंतर त्याने मुलाच्या आईला आणि इतरांना स्वतः माहिती दिली आणि पुरावा म्हणून फोटो आणि व्हीडीओदेखील पाठवले. या धक्कादायक घटनेने दिल्लीत खळबळ उडाली आहे. सकाळी ९.५० वाजता शास्त्री पार्क पोलिस स्टेशनला एका मुलाच्या हत्येची तक्रार मिळाली. शास्त्री पार्क चौक लूपजवळ पोहोचल्यावर, अंदाजे १२ वर्षांचा एक मुलगा बेशुद्ध अवस्थेत आढळला. xyxy=(57,799,294,976)
toll-headline: गाड्या घरात उभ्या असताना टोल कापला xyxy=(527,1811,1270,1871)
wage-headline: किमान वेतन ठरविले तर रोजगार घटेल xyxy=(793,841,1313,885)
payment-col1 xyxy=(325,1241,495,1618)
bapu-subhead: महात्मा गांधींच्या पुण्यतिथीदिनी राहुल गांधी यांचे प्रतिपादन xyxy=(793,1284,944,1354)
payment-subhead: डॉलरला देणार जबरदस्त धडक xyxy=(325,1195,623,1235)
fast-news-item xyxy=(57,1194,294,1419)
person-name: रुतुराज गायकवाड xyxy=(220,279,288,291)
toll-middle-row xyxy=(506,1876,936,2188)
wage-subhead: घरगुती कामगार प्रकरणात सरन्यायाधीशांचे थेट विधान xyxy=(634,890,785,944)
kadam-body: आहे. धरणांच्या सुरक्षिततेसाठी राबवल्या जाणाऱ्या धरण पुनर्वसन आणि सुधारणा प्रकल्पाच्या दुसऱ्या आणि तिसऱ्या टप्प्यात कर्नाटक राज्य सहभागी आहे. या टप्प्यात कर्नाटक जलसंपदा विभागाने १८ धरणांच्या पुनर्वसनासाठी प्रस्ताव दिला असून यामध्ये अलमट्टी धरणाचा समावेश आहे. मात्र, या मंजूर प्रस्तावात धरणाची उंची वाढवण्याशी संबंधित कोणतेही काम प्रस्तावित नाही. हे पुनर्वसन केवळ भौतिक सुधारणांसाठी आहे, जसे की सुरक्षितता वाढवणे आणि कार्य प्रदर्शन सुधारणे. xyxy=(895,560,1065,774)
birthday-person xyxy=(218,181,290,307)
person-name: मनीषा केळकर, xyxy=(64,685,125,697)
payment-box2 xyxy=(504,1528,623,1757)
person-photo xyxy=(59,452,131,545)
